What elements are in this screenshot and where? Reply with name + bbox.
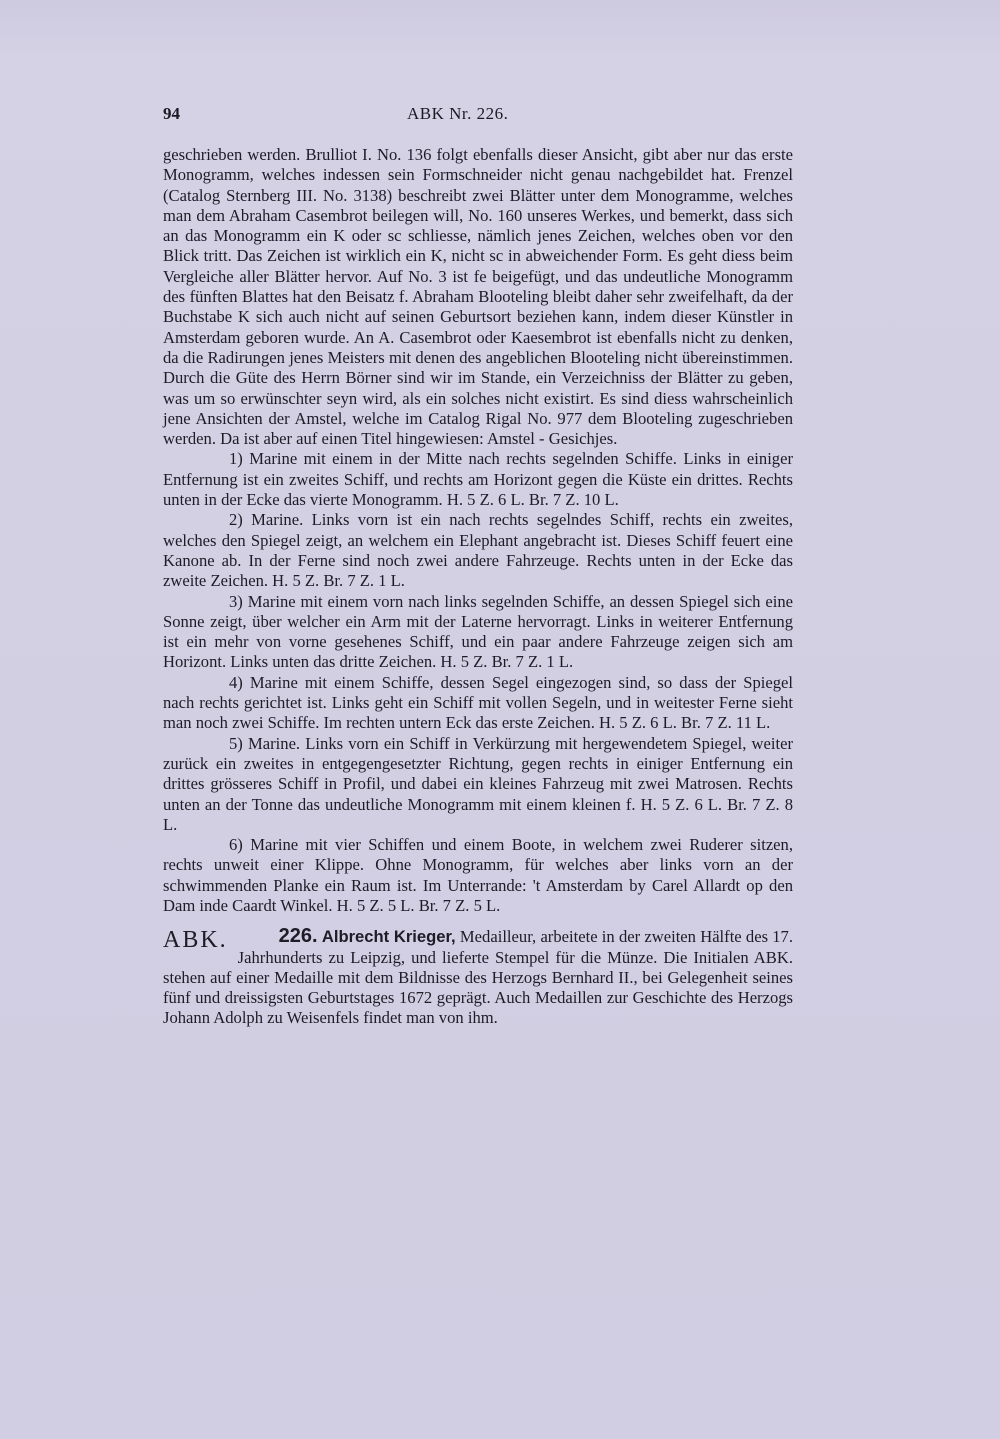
- running-head: ABK Nr. 226.: [407, 104, 509, 123]
- paragraph-continuation: geschrieben werden. Brulliot I. No. 136 folgt ebenfalls dieser Ansicht, gibt aber nur das erste Monogramm, welches indessen sein Formschneider nicht genau nachgebildet hat. Frenzel (Catalog Sternberg III. No. 3138) beschreibt zwei Blätter unter dem Monogramme, welches man dem Abraham Casembrot beilegen will, No. 160 unseres Werkes, und bemerkt, dass sich an das Monogramm ein K oder sc schliesse, nämlich jenes Zeichen, welches oben vor den Blick tritt. Das Zeichen ist wirklich ein K, nicht sc in abweichender Form. Es geht diess beim Vergleiche aller Blätter hervor. Auf No. 3 ist fe beigefügt, und das undeutliche Monogramm des fünften Blattes hat den Beisatz f. Abraham Blooteling bleibt daher sehr zweifelhaft, da der Buchstabe K sich auch nicht auf seinen Geburtsort beziehen kann, indem dieser Künstler in Amsterdam geboren wurde. An A. Casembrot oder Kaesembrot ist ebenfalls nicht zu denken, da die Radirungen jenes Meisters mit denen des angeblichen Blooteling nicht übereinstimmen. Durch die Güte des Herrn Börner sind wir im Stande, ein Verzeichniss der Blätter zu geben, was um so erwünschter seyn wird, als ein solches nicht existirt. Es sind diess wahrscheinlich jene Ansichten der Amstel, welche im Catalog Rigal No. 977 dem Blooteling zugeschrieben werden. Da ist aber auf einen Titel hingewiesen: Amstel - Gesichjes.: [163, 145, 793, 449]
- page-header: [163, 104, 793, 126]
- list-item-3: 3) Marine mit einem vorn nach links segelnden Schiffe, an dessen Spiegel sich eine Sonne zeigt, über welcher ein Arm mit der Laterne hervorragt. Links in weiterer Entfernung ist ein mehr von vorne gesehenes Schiff, und ein paar andere Fahrzeuge zeigen sich am Horizont. Links unten das dritte Zeichen. H. 5 Z. Br. 7 Z. 1 L.: [163, 591, 793, 672]
- page-number: 94: [163, 104, 180, 123]
- entry-226: [163, 926, 793, 1046]
- entry-text: Medailleur, arbeitete in der zweiten Hälfte des 17. Jahrhunderts zu Leipzig, und lieferte Stempel für die Münze. Die Initialen ABK. stehen auf einer Medaille mit dem Bildnisse des Herzogs Bernhard II., bei Gelegenheit seines fünf und dreissigsten Geburtstages 1672 geprägt. Auch Medaillen zur Geschichte des Herzogs Johann Adolph zu Weisenfels findet man von ihm.: [163, 927, 794, 1028]
- entry-name: Albrecht Krieger,: [321, 927, 456, 947]
- list-item-5: 5) Marine. Links vorn ein Schiff in Verkürzung mit hergewendetem Spiegel, weiter zurück ein zweites in entgegengesetzter Richtung, gegen rechts in einiger Entfernung ein drittes grösseres Schiff in Profil, und dabei ein kleines Fahrzeug mit zwei Matrosen. Rechts unten an der Tonne das undeutliche Monogramm mit einem kleinen f. H. 5 Z. 6 L. Br. 7 Z. 8 L.: [163, 733, 793, 834]
- list-item-6: 6) Marine mit vier Schiffen und einem Boote, in welchem zwei Ruderer sitzen, rechts unweit einer Klippe. Ohne Monogramm, für welches aber links vorn an der schwimmenden Planke ein Raum ist. Im Unterrande: 't Amsterdam by Carel Allardt op den Dam inde Caardt Winkel. H. 5 Z. 5 L. Br. 7 Z. 5 L.: [163, 835, 793, 915]
- page-top-shadow: [0, 0, 1000, 60]
- body-text: [163, 145, 793, 1046]
- list-item-2: 2) Marine. Links vorn ist ein nach rechts segelndes Schiff, rechts ein zweites, welches den Spiegel zeigt, an welchem ein Elephant angebracht ist. Dieses Schiff feuert eine Kanone ab. In der Ferne sind noch zwei andere Fahrzeuge. Rechts unten in der Ecke das zweite Zeichen. H. 5 Z. Br. 7 Z. 1 L.: [163, 510, 793, 591]
- entry-number: 226.: [278, 925, 318, 948]
- list-item-4: 4) Marine mit einem Schiffe, dessen Segel eingezogen sind, so dass der Spiegel nach rechts gerichtet ist. Links geht ein Schiff mit vollen Segeln, und in weitester Ferne sieht man noch zwei Schiffe. Im rechten untern Eck das erste Zeichen. H. 5 Z. 6 L. Br. 7 Z. 11 L.: [163, 672, 793, 733]
- list-item-1: 1) Marine mit einem in der Mitte nach rechts segelnden Schiffe. Links in einiger Entfernung ist ein zweites Schiff, und rechts am Horizont gegen die Küste ein drittes. Rechts unten in der Ecke das vierte Monogramm. H. 5 Z. 6 L. Br. 7 Z. 10 L.: [163, 449, 793, 510]
- monogram-abk: ABK.: [163, 927, 228, 954]
